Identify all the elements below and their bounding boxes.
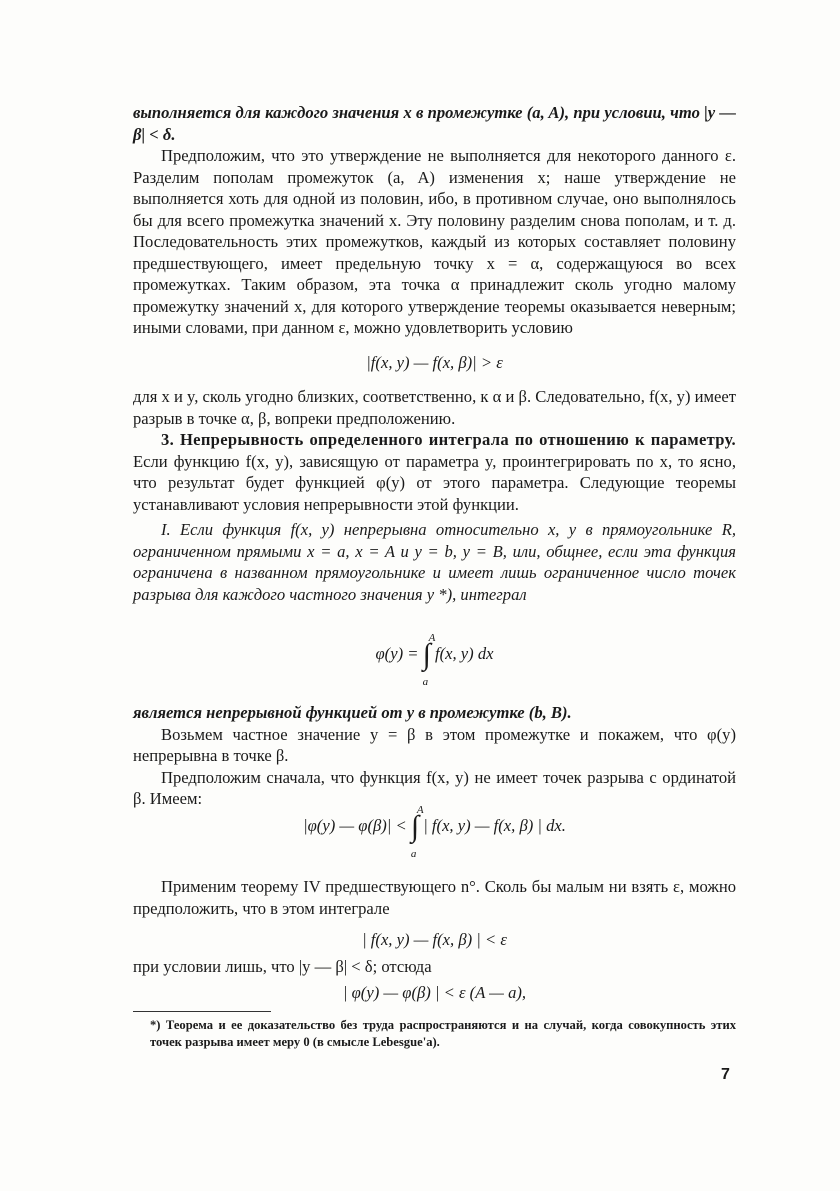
formula-final: | φ(y) — φ(β) | < ε (A — a),	[342, 983, 527, 1002]
text-column	[133, 876, 736, 919]
formula-lhs: φ(y) =	[375, 643, 419, 663]
integral-upper-limit: A	[428, 632, 436, 644]
paragraph-suppose: Предположим сначала, что функция f(x, y) не имеет точек разрыва с ординатой β. Имеем:	[133, 767, 736, 808]
formula-bound: | f(x, y) — f(x, β) | < ε	[362, 930, 507, 949]
formula-rhs: f(x, y) dx	[434, 643, 494, 663]
formula-discontinuity: |f(x, y) — f(x, β)| > ε	[366, 353, 503, 372]
integral	[410, 804, 424, 860]
integral-lower-limit: a	[422, 676, 429, 688]
text-column	[133, 956, 736, 978]
section-intro: Если функцию f(x, y), зависящую от параметра y, проинтегрировать по x, то ясно, что результат будет функцией φ(y) от этого параметра. Следующие теоремы устанавливают условия непрерывности этой функции.	[133, 451, 736, 514]
paragraph-theorem-1: I. Если функция f(x, y) непрерывна относительно x, y в прямоугольнике R, ограниченном прямыми x = a, x = A и y = b, y = B, или, общнее, если эта функция ограничена в названном прямоугольнике и имеет лишь ограниченное число точек разрыва для каждого частного значения y *), интеграл	[133, 520, 736, 604]
text-column	[133, 386, 736, 605]
page-number: 7	[721, 1066, 730, 1083]
paragraph-proof: Предположим, что это утверждение не выполняется для некоторого данного ε. Разделим пополам промежуток (a, A) изменения x; наше утверждение не выполняется хоть для одной из половин, ибо, в противном случае, оно выполнялось бы для всего промежутка значений x. Эту половину разделим снова пополам, и т. д. Последовательность этих промежутков, каждый из которых составляет половину предшествующего, имеет предельную точку x = α, содержащуюся во всех промежутках. Таким образом, эта точка α принадлежит сколь угодно малому промежутку значений x, для которого утверждение теоремы оказывается неверным; иными словами, при данном ε, можно удовлетворить условию	[133, 146, 736, 337]
integral-lower-limit: a	[410, 848, 417, 860]
integral-upper-limit: A	[416, 804, 424, 816]
paragraph-take-value: Возьмем частное значение y = β в этом промежутке и покажем, что φ(y) непрерывна в точке β.	[133, 724, 736, 765]
formula-rhs: | f(x, y) — f(x, β) | dx.	[423, 815, 566, 835]
integral-sign: ∫	[422, 638, 431, 671]
section-heading: 3. Непрерывность определенного интеграла по отношению к параметру.	[161, 430, 736, 449]
formula-estimate	[133, 804, 736, 864]
paragraph-conclusion: для x и y, сколь угодно близких, соответственно, к α и β. Следовательно, f(x, y) имеет разрыв в точке α, β, вопреки предположению.	[133, 387, 736, 428]
paragraph-condition: при условии лишь, что |y — β| < δ; отсюда	[133, 957, 432, 976]
integral	[422, 632, 436, 688]
text-column	[133, 102, 736, 339]
paragraph-section-3	[133, 429, 736, 515]
integral-sign: ∫	[410, 810, 420, 843]
paragraph-theorem-1-end: является непрерывной функцией от y в промежутке (b, B).	[133, 703, 572, 722]
paragraph-apply-theorem: Применим теорему IV предшествующего n°. Сколь бы малым ни взять ε, можно предположить, что в этом интеграле	[133, 877, 736, 918]
footnote: *) Теорема и ее доказательство без труда распространяются и на случай, когда совокупность этих точек разрыва имеет меру 0 (в смысле Lebesgue'a).	[150, 1018, 736, 1049]
formula-integral-phi	[133, 632, 736, 692]
footnote-divider	[133, 1011, 271, 1012]
text-column	[133, 702, 736, 810]
paragraph-theorem-end: выполняется для каждого значения x в промежутке (a, A), при условии, что |y — β| < δ.	[133, 103, 736, 144]
formula-lhs: |φ(y) — φ(β)| <	[303, 815, 407, 835]
